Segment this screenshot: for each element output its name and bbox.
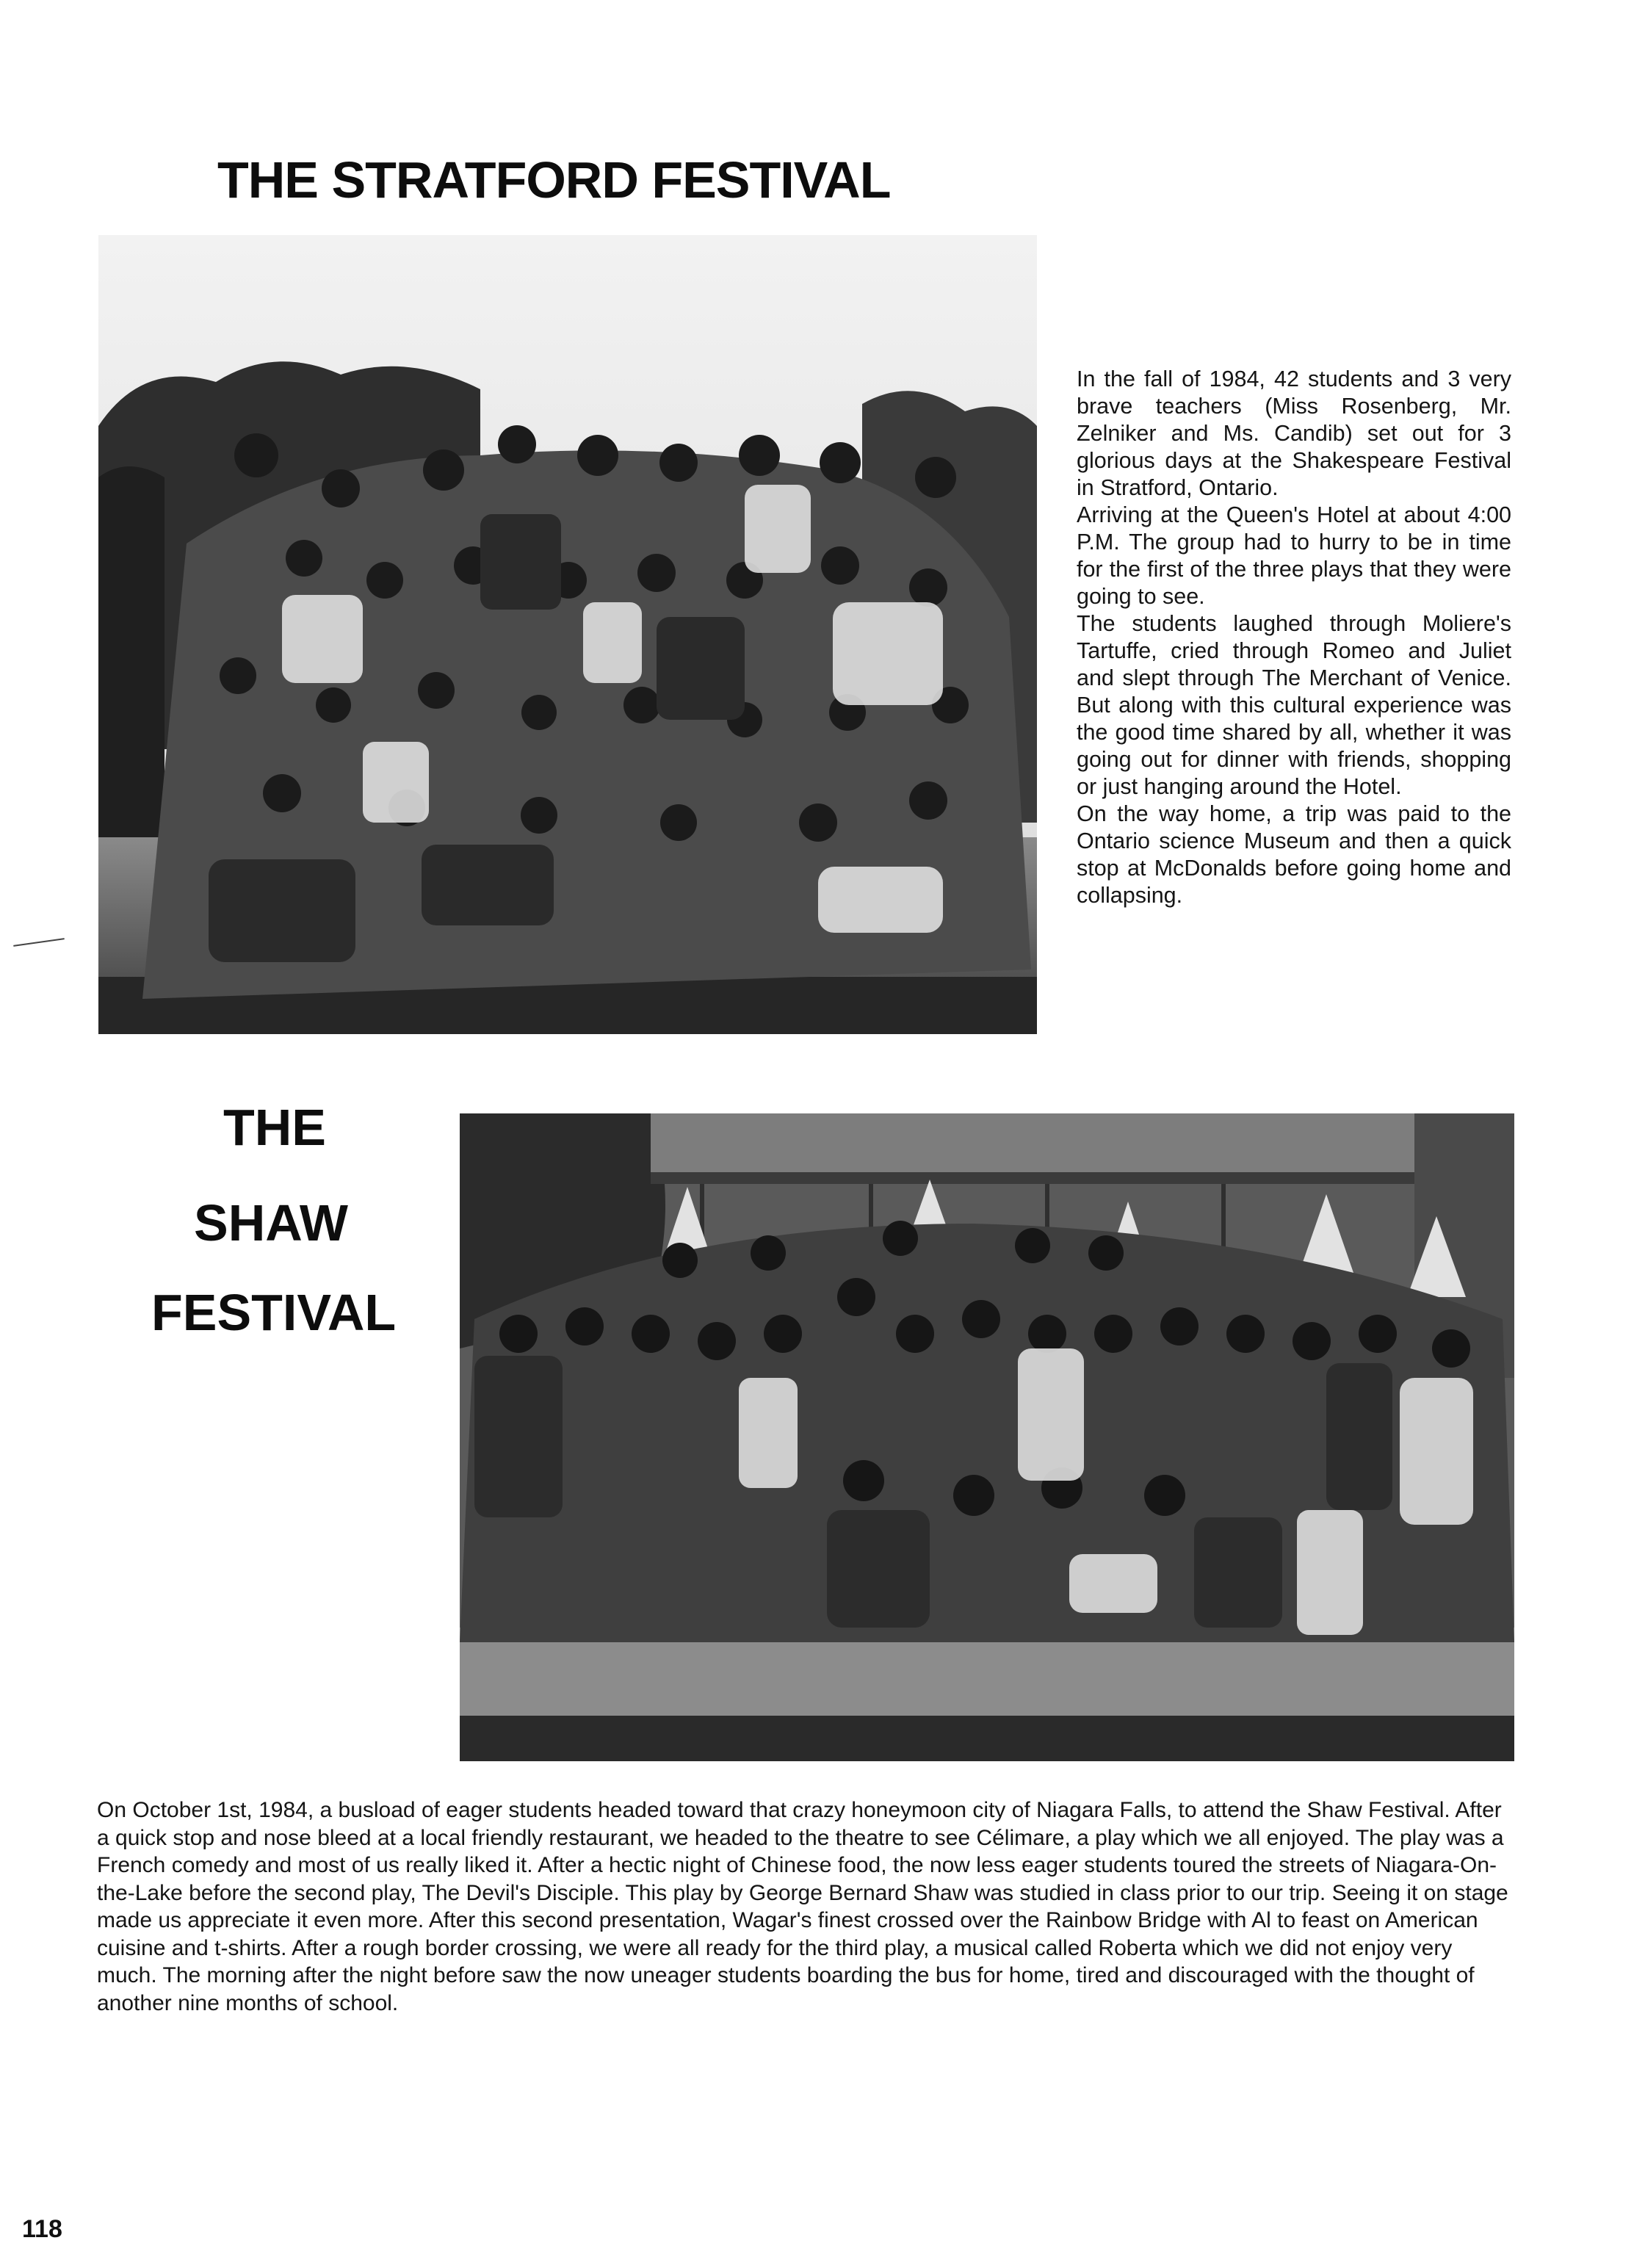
page-number: 118 [22, 2215, 62, 2243]
shaw-title-line-3: FESTIVAL [151, 1284, 397, 1341]
stratford-paragraph-3: The students laughed through Moliere's Tartuffe, cried through Romeo and Juliet and slept through The Merchant of Venice. But along with this cultural experience was the good time shared by all, whether it was going out for dinner with friends, shopping or just hanging around the Hotel. [1077, 611, 1511, 799]
stratford-paragraph-2: Arriving at the Queen's Hotel at about 4:00 P.M. The group had to hurry to be in time for the first of the three plays that they were going to see. [1077, 502, 1511, 609]
shaw-photo-drawing [460, 1113, 1514, 1761]
shaw-title-line-2: SHAW [194, 1194, 348, 1252]
stratford-article [1077, 366, 1511, 909]
stratford-photo-drawing [98, 235, 1037, 1034]
shaw-title-line-1: THE [223, 1099, 326, 1156]
stratford-group-photo [98, 235, 1037, 1034]
stratford-paragraph-4: On the way home, a trip was paid to the Ontario science Museum and then a quick stop at McDonalds before going home and collapsing. [1077, 801, 1511, 908]
shaw-group-photo [460, 1113, 1514, 1761]
stray-pencil-mark [13, 938, 65, 947]
stratford-festival-title: THE STRATFORD FESTIVAL [217, 151, 891, 209]
shaw-article: On October 1st, 1984, a busload of eager students headed toward that crazy honeymoon city of Niagara Falls, to attend the Shaw Festival. After a quick stop and nose bleed at a local friendly restaurant, we headed to the theatre to see Célimare, a play which we all enjoyed. The play was a French comedy and most of us really liked it. After a hectic night of Chinese food, the now less eager students toured the streets of Niagara-On-the-Lake before the second play, The Devil's Disciple. This play by George Bernard Shaw was studied in class prior to our trip. Seeing it on stage made us appreciate it even more. After this second presentation, Wagar's finest crossed over the Rainbow Bridge with Al to feast on American cuisine and t-shirts. After a rough border crossing, we were all ready for the third play, a musical called Roberta which we did not enjoy very much. The morning after the night before saw the now uneager students boarding the bus for home, tired and discouraged with the thought of another nine months of school. [97, 1798, 1508, 2015]
stratford-paragraph-1: In the fall of 1984, 42 students and 3 very brave teachers (Miss Rosenberg, Mr. Zelniker and Ms. Candib) set out for 3 glorious days at the Shakespeare Festival in Stratford, Ontario. [1077, 366, 1511, 500]
